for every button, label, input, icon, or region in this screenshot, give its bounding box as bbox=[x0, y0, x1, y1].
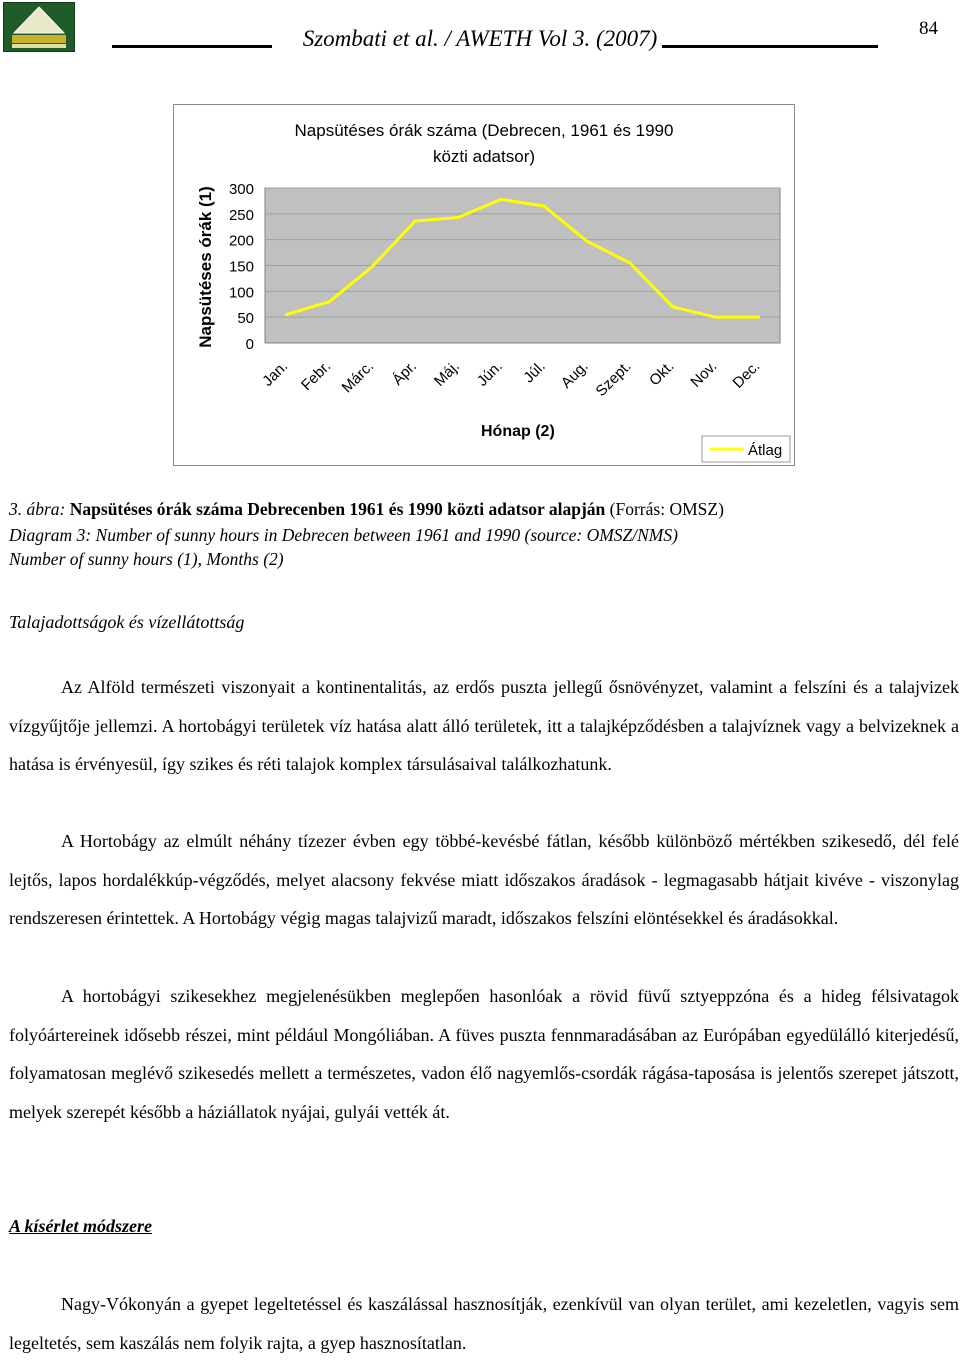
data-point bbox=[714, 316, 717, 319]
section-title-method: A kísérlet módszere bbox=[9, 1216, 152, 1236]
y-tick-label: 100 bbox=[228, 284, 254, 302]
x-tick-label: Aug. bbox=[557, 357, 592, 392]
paragraph-method: Nagy-Vókonyán a gyepet legeltetéssel és kaszálással hasznosítják, ezenkívül van olyan terület, ami kezeletlen, vagyis sem legeltetés, sem kaszálás nem folyik rajta, a gyep hasznosítatlan. bbox=[9, 1294, 959, 1353]
y-tick-label: 150 bbox=[228, 258, 254, 276]
caption-english-line2: Number of sunny hours (1), Months (2) bbox=[9, 549, 284, 569]
paragraph-1: Az Alföld természeti viszonyait a kontinentalitás, az erdős puszta jellegű ősnövényzet, valamint a felszíni és a talajvizek vízgyűjtője jellemzi. A hortobágyi területek víz hatása alatt álló területek, itt a talajképződésben a talajvíznek vagy a belvizeknek a hatása is érvényesül, így szikes és réti talajok komplex társulásaival találkozhatunk. bbox=[9, 677, 959, 774]
x-tick-label: Dec. bbox=[729, 357, 764, 392]
chart-title-line2: közti adatsor) bbox=[432, 147, 536, 166]
data-point bbox=[371, 265, 374, 268]
x-tick-label: Máj. bbox=[430, 357, 463, 390]
x-tick-labels bbox=[259, 358, 763, 400]
y-tick-label: 300 bbox=[228, 181, 254, 198]
section-title-soil: Talajadottságok és vízellátottság bbox=[9, 612, 245, 632]
data-point bbox=[757, 316, 760, 319]
y-tick-label: 0 bbox=[245, 336, 254, 353]
paragraph-2: A Hortobágy az elmúlt néhány tízezer évben egy többé-kevésbé fátlan, később különböző mértékben szikesedő, dél felé lejtős, lapos hordalékkúp-végződés, melyet alacsony fekvése miatt időszakos áradások - legmagasabb hátjait kivéve - viszonylag rendszeresen érintettek. A Hortobágy végig magas talajvizű maradt, időszakos felszíni elöntésekkel és áradásokkal. bbox=[9, 831, 959, 928]
page-number: 84 bbox=[919, 18, 938, 39]
y-tick-label: 50 bbox=[237, 310, 254, 328]
data-point bbox=[500, 198, 503, 201]
chart-svg bbox=[174, 105, 794, 465]
figure-source: (Forrás: OMSZ) bbox=[605, 499, 724, 519]
data-point bbox=[414, 220, 417, 223]
x-axis-label: Hónap (2) bbox=[481, 423, 555, 440]
x-tick-label: Júl. bbox=[520, 357, 549, 387]
x-tick-label: Jan. bbox=[259, 357, 292, 390]
legend-label: Átlag bbox=[748, 442, 783, 459]
x-tick-label: Jún. bbox=[473, 357, 506, 390]
x-tick-label: Nov. bbox=[687, 357, 721, 391]
chart-title-line1: Napsütéses órák száma (Debrecen, 1961 és 1990 bbox=[294, 121, 674, 140]
x-tick-label: Szept. bbox=[592, 357, 635, 400]
x-tick-label: Márc. bbox=[338, 357, 378, 397]
data-point bbox=[457, 216, 460, 219]
data-point bbox=[542, 205, 545, 208]
figure-label: 3. ábra: bbox=[9, 499, 66, 519]
x-tick-label: Ápr. bbox=[389, 357, 421, 389]
data-point bbox=[328, 300, 331, 303]
figure-caption bbox=[9, 498, 724, 520]
x-tick-label: Okt. bbox=[646, 357, 678, 390]
data-point bbox=[285, 313, 288, 316]
y-axis-label: Napsütéses órák (1) bbox=[196, 186, 215, 348]
running-title: Szombati et al. / AWETH Vol 3. (2007) bbox=[302, 26, 658, 51]
x-tick-label: Febr. bbox=[298, 357, 335, 395]
paragraph-3: A hortobágyi szikesekhez megjelenésükben meglepően hasonlóak a rövid füvű sztyeppzóna és a hideg félsivatagok folyóártereinek idősebb részei, mint például Mongóliában. A füves puszta fennmaradásában az Európában egyedülálló kiterjedésű, folyamatosan meglévő szikesedés mellett a természetes, vadon élő nagyemlős-csordák rágása-taposása is jelentős szerepet játszott, melyek szerepét később a háziállatok nyájai, gulyái vették át. bbox=[9, 986, 959, 1122]
y-tick-labels bbox=[229, 181, 254, 353]
data-point bbox=[628, 261, 631, 264]
sunny-hours-chart bbox=[173, 104, 795, 466]
caption-english-line1: Diagram 3: Number of sunny hours in Debrecen between 1961 and 1990 (source: OMSZ/NMS) bbox=[9, 525, 678, 545]
figure-title: Napsütéses órák száma Debrecenben 1961 és 1990 közti adatsor alapján bbox=[65, 499, 606, 519]
y-tick-label: 250 bbox=[228, 206, 254, 224]
y-tick-label: 200 bbox=[228, 232, 254, 250]
data-point bbox=[585, 240, 588, 243]
header-rule-right bbox=[662, 45, 878, 48]
data-point bbox=[671, 305, 674, 308]
